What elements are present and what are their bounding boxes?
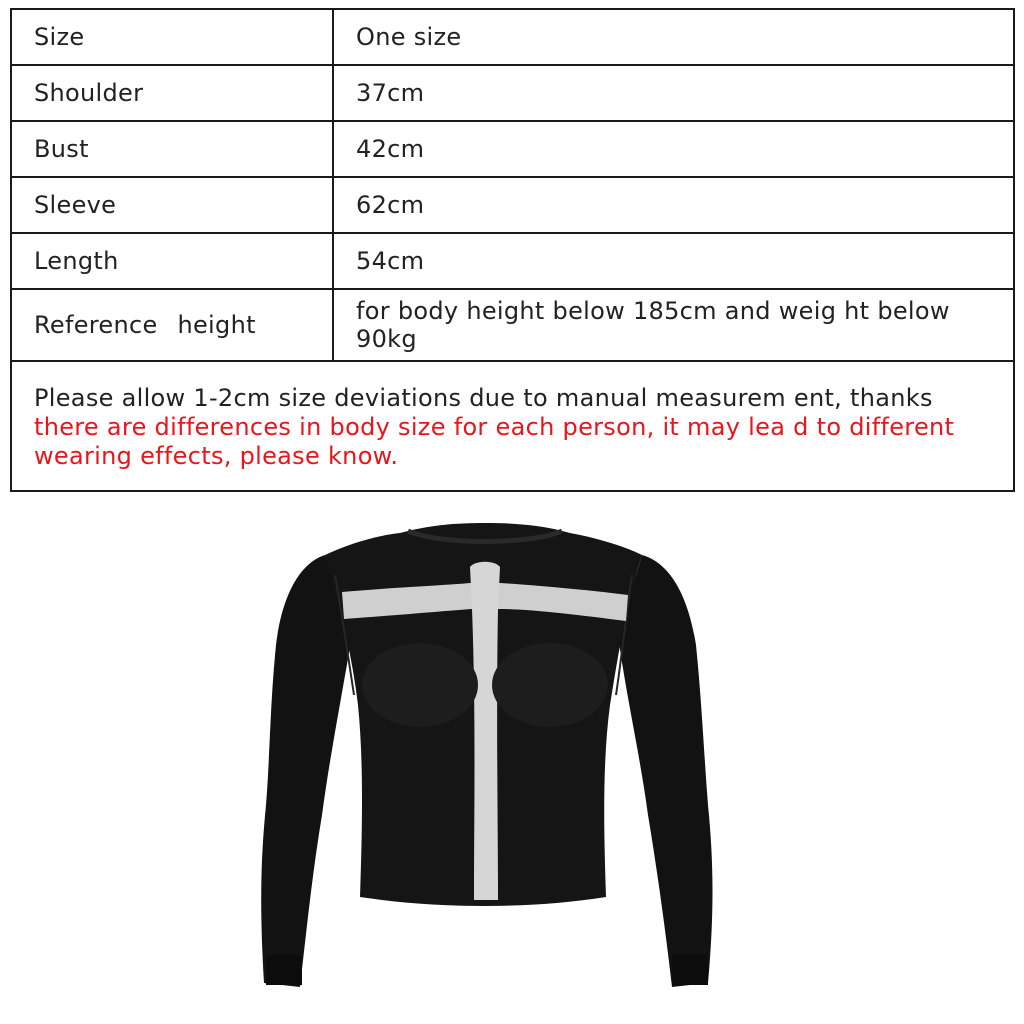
- table-row-note: [11, 361, 1014, 491]
- right-sleeve: [618, 555, 713, 987]
- table-row-length: [11, 233, 1014, 289]
- table-row-size: [11, 9, 1014, 65]
- table-row-bust: [11, 121, 1014, 177]
- size-value: One size: [333, 9, 1014, 65]
- right-cuff: [672, 955, 708, 985]
- left-sleeve: [261, 555, 352, 987]
- chest-shading-left: [362, 643, 478, 727]
- table-row-reference-height: [11, 289, 1014, 361]
- mesh-cross-vertical: [470, 562, 500, 900]
- shirt-illustration: [230, 515, 790, 1005]
- measurement-note: Please allow 1-2cm size deviations due to manual measurem ent, thanks: [34, 383, 933, 412]
- shoulder-label: Shoulder: [11, 65, 333, 121]
- note-cell: [11, 361, 1014, 491]
- body-size-warning: there are differences in body size for each person, it may lea d to different wearing effects, please know.: [34, 412, 955, 470]
- reference-height-value: for body height below 185cm and weig ht below 90kg: [333, 289, 1014, 361]
- length-value: 54cm: [333, 233, 1014, 289]
- table-row-sleeve: [11, 177, 1014, 233]
- size-chart-table: [10, 8, 1015, 492]
- reference-height-label: Reference height: [11, 289, 333, 361]
- left-cuff: [266, 955, 302, 985]
- length-label: Length: [11, 233, 333, 289]
- sleeve-label: Sleeve: [11, 177, 333, 233]
- table-row-shoulder: [11, 65, 1014, 121]
- size-label: Size: [11, 9, 333, 65]
- product-image: [230, 515, 790, 1005]
- chest-shading-right: [492, 643, 608, 727]
- shoulder-value: 37cm: [333, 65, 1014, 121]
- bust-value: 42cm: [333, 121, 1014, 177]
- bust-label: Bust: [11, 121, 333, 177]
- sleeve-value: 62cm: [333, 177, 1014, 233]
